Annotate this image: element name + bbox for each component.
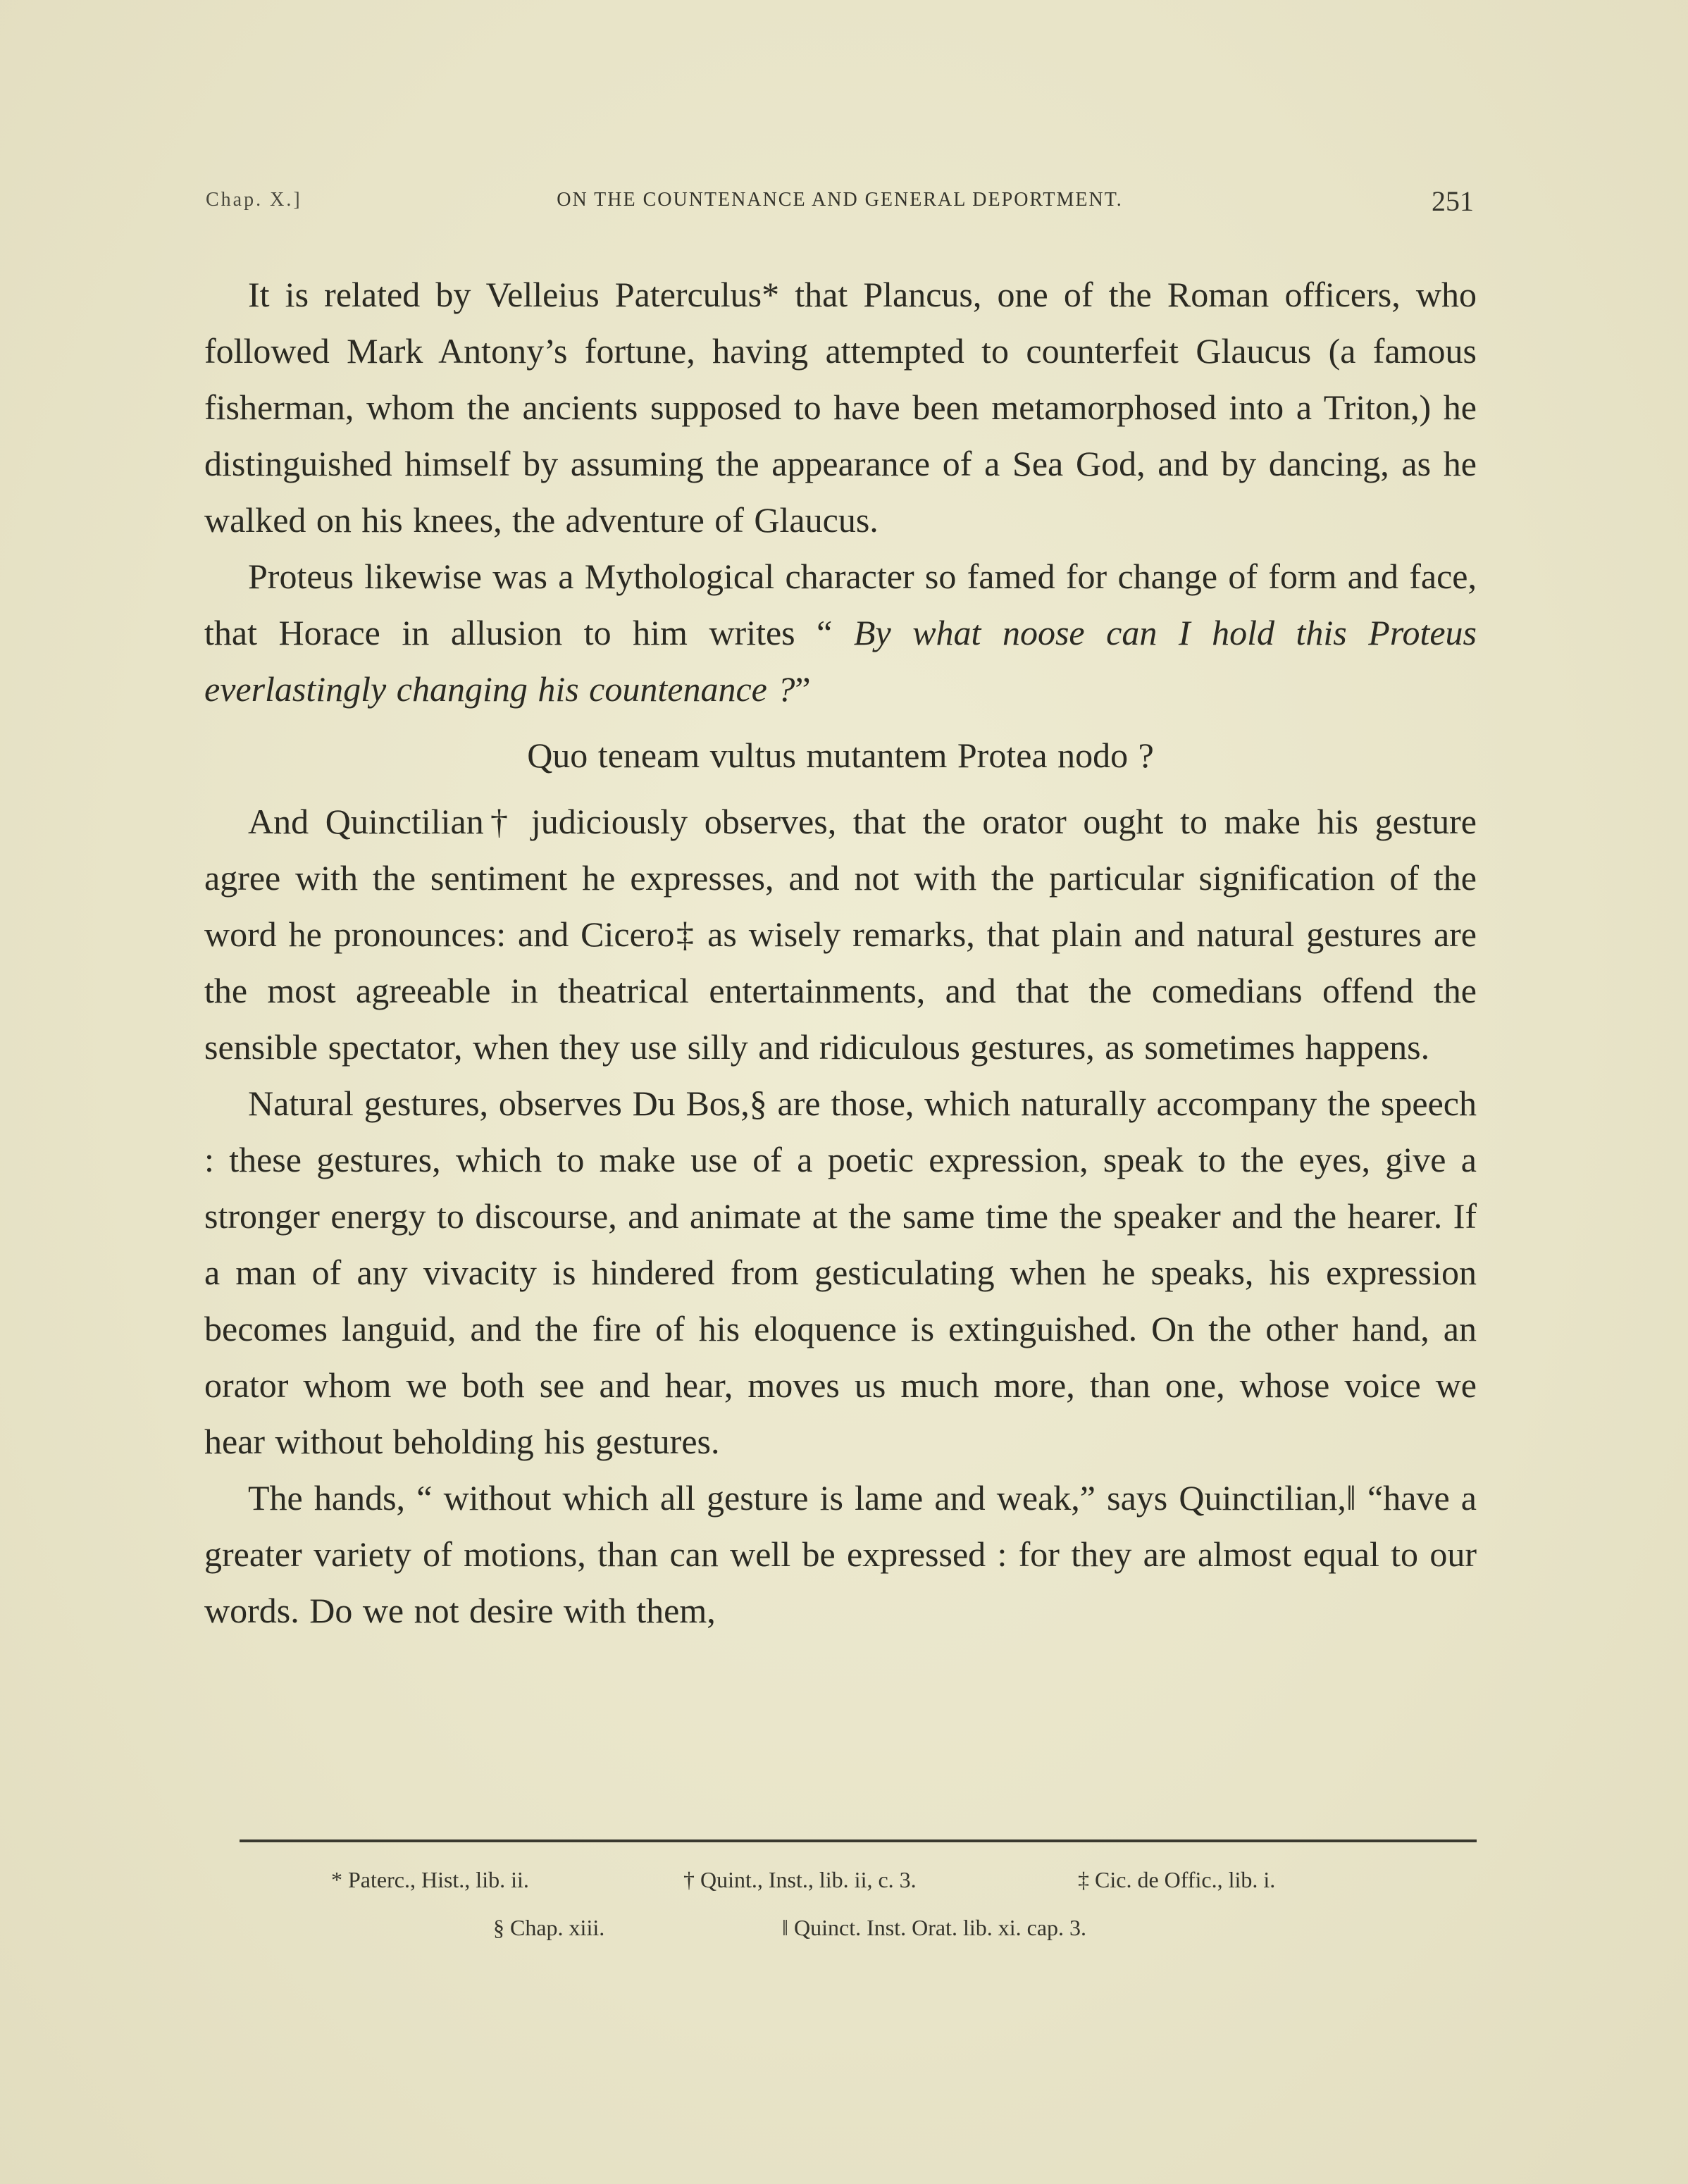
paragraph-2-text-before: Proteus likewise was a Mythological character so famed for change of form and face, that Horace in allusion to him writes “ xyxy=(204,557,1477,652)
footnote-row-2 xyxy=(240,1915,1477,1963)
paragraph-2 xyxy=(204,548,1477,717)
footnote-section: § Chap. xiii. xyxy=(493,1915,605,1940)
footnote-dagger: † Quint., Inst., lib. ii, c. 3. xyxy=(683,1867,917,1892)
paragraph-2-italic-quote: By what noose can I hold this Proteus everlastingly changing his countenance ? xyxy=(204,613,1477,709)
paragraph-4: Natural gestures, observes Du Bos,§ are those, which naturally accompany the speech : these gestures, which to make use of a poetic expression, speak to the eyes, give a stronger energy to discourse, and animate at the same time the speaker and the hearer. If a man of any vivacity is hindered from gesticulating when he speaks, his expression becomes languid, and the fire of his eloquence is extinguished. On the other hand, an orator whom we both see and hear, moves us much more, than one, whose voice we hear without beholding his gestures. xyxy=(204,1084,1477,1461)
paragraph-1: It is related by Velleius Paterculus* that Plancus, one of the Roman officers, who followed Mark Antony’s fortune, having attempted to counterfeit Glaucus (a famous fisherman, whom the ancients supposed to have been metamorphosed into a Triton,) he distinguished himself by assuming the appearance of a Sea God, and by dancing, as he walked on his knees, the adventure of Glaucus. xyxy=(204,275,1477,540)
footnote-row-1 xyxy=(240,1867,1477,1915)
footnotes xyxy=(240,1867,1477,1963)
paragraph-3: And Quinctilian† judiciously observes, that the orator ought to make his gesture agree with the sentiment he expresses, and not with the particular signification of the word he pronounces: and Cicero‡ as wisely remarks, that plain and natural gestures are the most agreeable in theatrical entertainments, and that the comedians offend the sensible spectator, when they use silly and ridiculous gestures, as sometimes happens. xyxy=(204,802,1477,1067)
main-text xyxy=(204,266,1477,1639)
running-title: ON THE COUNTENANCE AND GENERAL DEPORTMENT. xyxy=(557,189,1123,211)
paragraph-5: The hands, “ without which all gesture is lame and weak,” says Quinctilian,‖ “have a greater variety of motions, than can well be expressed : for they are almost equal to our words. Do we not desire with them, xyxy=(204,1478,1477,1630)
footnote-parallel: ‖ Quinct. Inst. Orat. lib. xi. cap. 3. xyxy=(782,1915,1087,1940)
footnote-asterisk: * Paterc., Hist., lib. ii. xyxy=(331,1867,529,1892)
latin-quotation: Quo teneam vultus mutantem Protea nodo ? xyxy=(527,736,1154,775)
page-number: 251 xyxy=(1432,185,1474,217)
chapter-label: Chap. X.] xyxy=(206,189,302,211)
footnote-double-dagger: ‡ Cic. de Offic., lib. i. xyxy=(1078,1867,1276,1892)
running-header xyxy=(206,185,1474,220)
paragraph-2-text-after: ” xyxy=(795,669,811,709)
footnote-divider xyxy=(240,1839,1477,1842)
